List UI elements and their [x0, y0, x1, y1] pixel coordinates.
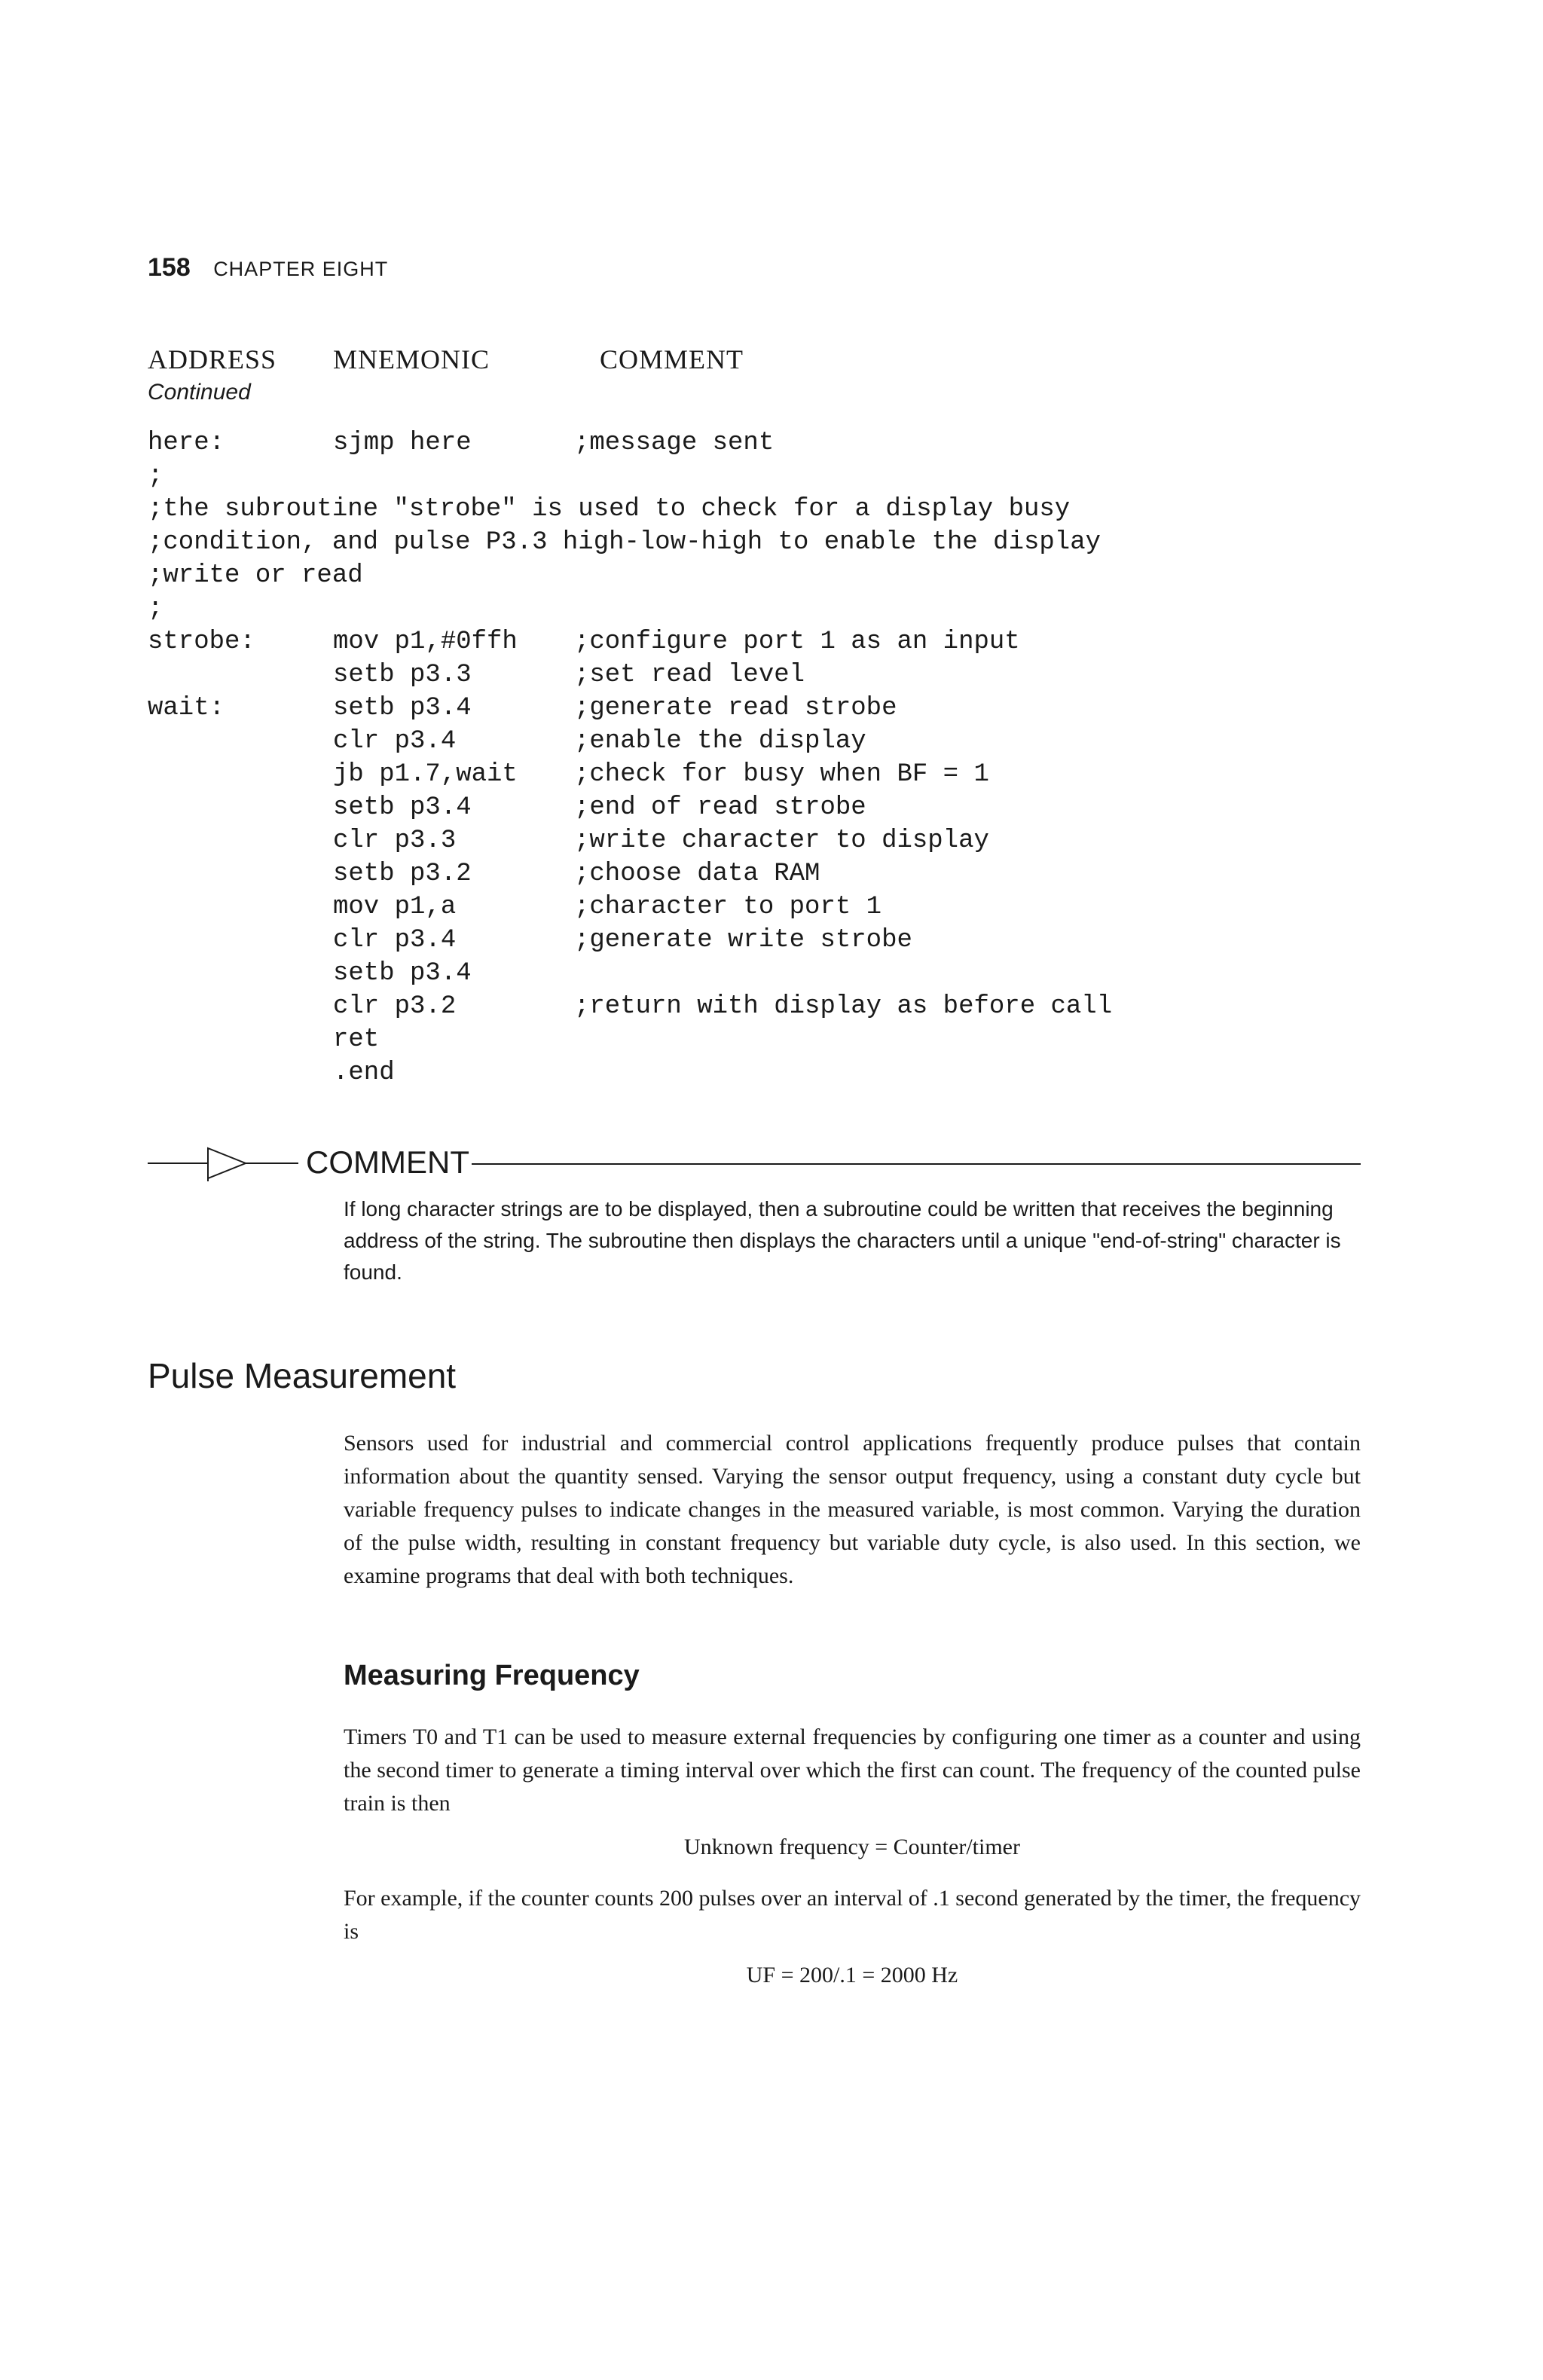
subsection-title: Measuring Frequency: [344, 1660, 640, 1691]
code-comment: ;character to port 1: [574, 893, 882, 921]
code-comment: ;choose data RAM: [574, 860, 820, 888]
code-line: [148, 592, 1391, 625]
code-label: here:: [148, 429, 225, 457]
code-comment: ;return with display as before call: [574, 992, 1113, 1021]
code-mnemonic: clr p3.3: [333, 826, 457, 855]
code-line: [148, 857, 1391, 891]
code-line: [148, 891, 1391, 924]
subsection-paragraph-1: Timers T0 and T1 can be used to measure external frequencies by configuring one timer as a counter and using the second timer to generate a timing interval over which the first can count. The frequency of the counted pulse train is then: [344, 1725, 1361, 1816]
code-comment-line: ;the subroutine "strobe" is used to check for a display busy: [148, 495, 1071, 524]
section-paragraph: Sensors used for industrial and commercial control applications frequently produce pulses that contain information about the quantity sensed. Varying the sensor output frequency, using a constant duty cycle but variable frequency pulses to indicate changes in the measured variable, is most common. Varying the duration of the pulse width, resulting in constant frequency but variable duty cycle, is also used. In this section, we examine programs that deal with both techniques.: [344, 1431, 1361, 1588]
code-line: [148, 957, 1391, 990]
code-comment-line: ;condition, and pulse P3.3 high-low-high to enable the display: [148, 528, 1101, 557]
code-comment-line: ;: [148, 594, 163, 623]
frequency-equation: Unknown frequency = Counter/timer: [684, 1835, 1020, 1859]
arrow-pointer-icon: [148, 1142, 298, 1184]
code-line: [148, 526, 1391, 559]
code-mnemonic: .end: [333, 1059, 395, 1087]
code-line: [148, 692, 1391, 725]
subsection-paragraph-2: For example, if the counter counts 200 pulses over an interval of .1 second generated by the timer, the frequency is: [344, 1886, 1361, 1944]
code-mnemonic: mov p1,a: [333, 893, 457, 921]
code-mnemonic: jb p1.7,wait: [333, 760, 518, 789]
code-comment-line: ;: [148, 462, 163, 490]
code-mnemonic: clr p3.4: [333, 727, 457, 756]
code-mnemonic: ret: [333, 1025, 380, 1054]
code-line: [148, 426, 1391, 460]
code-comment: ;generate read strobe: [574, 694, 897, 723]
page-header: [148, 253, 388, 283]
code-comment: ;check for busy when BF = 1: [574, 760, 989, 789]
code-mnemonic: setb p3.2: [333, 860, 472, 888]
mnemonic-column-header: MNEMONIC: [333, 344, 490, 374]
code-label: strobe:: [148, 628, 255, 656]
code-line: [148, 990, 1391, 1023]
code-line: [148, 559, 1391, 592]
address-column-header: ADDRESS: [148, 344, 277, 374]
code-comment-line: ;write or read: [148, 561, 363, 590]
code-mnemonic: mov p1,#0ffh: [333, 628, 518, 656]
code-mnemonic: setb p3.4: [333, 959, 472, 988]
code-mnemonic: setb p3.4: [333, 793, 472, 822]
code-line: [148, 758, 1391, 791]
page-number: 158: [148, 253, 191, 282]
comment-column-header: COMMENT: [600, 344, 744, 374]
code-line: [148, 725, 1391, 758]
code-comment: ;generate write strobe: [574, 926, 912, 955]
code-comment: ;write character to display: [574, 826, 989, 855]
comment-title: COMMENT: [306, 1144, 469, 1180]
code-comment: ;configure port 1 as an input: [574, 628, 1020, 656]
comment-rule: [472, 1163, 1361, 1165]
code-line: [148, 1056, 1391, 1089]
code-comment: ;end of read strobe: [574, 793, 866, 822]
code-mnemonic: setb p3.4: [333, 694, 472, 723]
continued-label: Continued: [148, 380, 251, 405]
code-mnemonic: sjmp here: [333, 429, 472, 457]
code-comment: ;message sent: [574, 429, 775, 457]
code-comment: ;enable the display: [574, 727, 866, 756]
code-line: [148, 924, 1391, 957]
code-mnemonic: setb p3.3: [333, 661, 472, 689]
code-line: [148, 625, 1391, 658]
section-title: Pulse Measurement: [148, 1356, 457, 1395]
code-label: wait:: [148, 694, 225, 723]
code-mnemonic: clr p3.4: [333, 926, 457, 955]
code-line: [148, 460, 1391, 493]
code-mnemonic: clr p3.2: [333, 992, 457, 1021]
code-line: [148, 493, 1391, 526]
code-line: [148, 824, 1391, 857]
comment-heading: [148, 1142, 1361, 1184]
code-line: [148, 1023, 1391, 1056]
code-listing: [148, 426, 1391, 1089]
comment-text: If long character strings are to be displayed, then a subroutine could be written that receives the beginning address of the string. The subroutine then displays the characters until a unique "end-of-string" character is found.: [344, 1197, 1341, 1284]
example-equation: UF = 200/.1 = 2000 Hz: [746, 1963, 958, 1987]
code-line: [148, 658, 1391, 692]
code-comment: ;set read level: [574, 661, 805, 689]
chapter-title: CHAPTER EIGHT: [213, 258, 389, 280]
code-line: [148, 791, 1391, 824]
